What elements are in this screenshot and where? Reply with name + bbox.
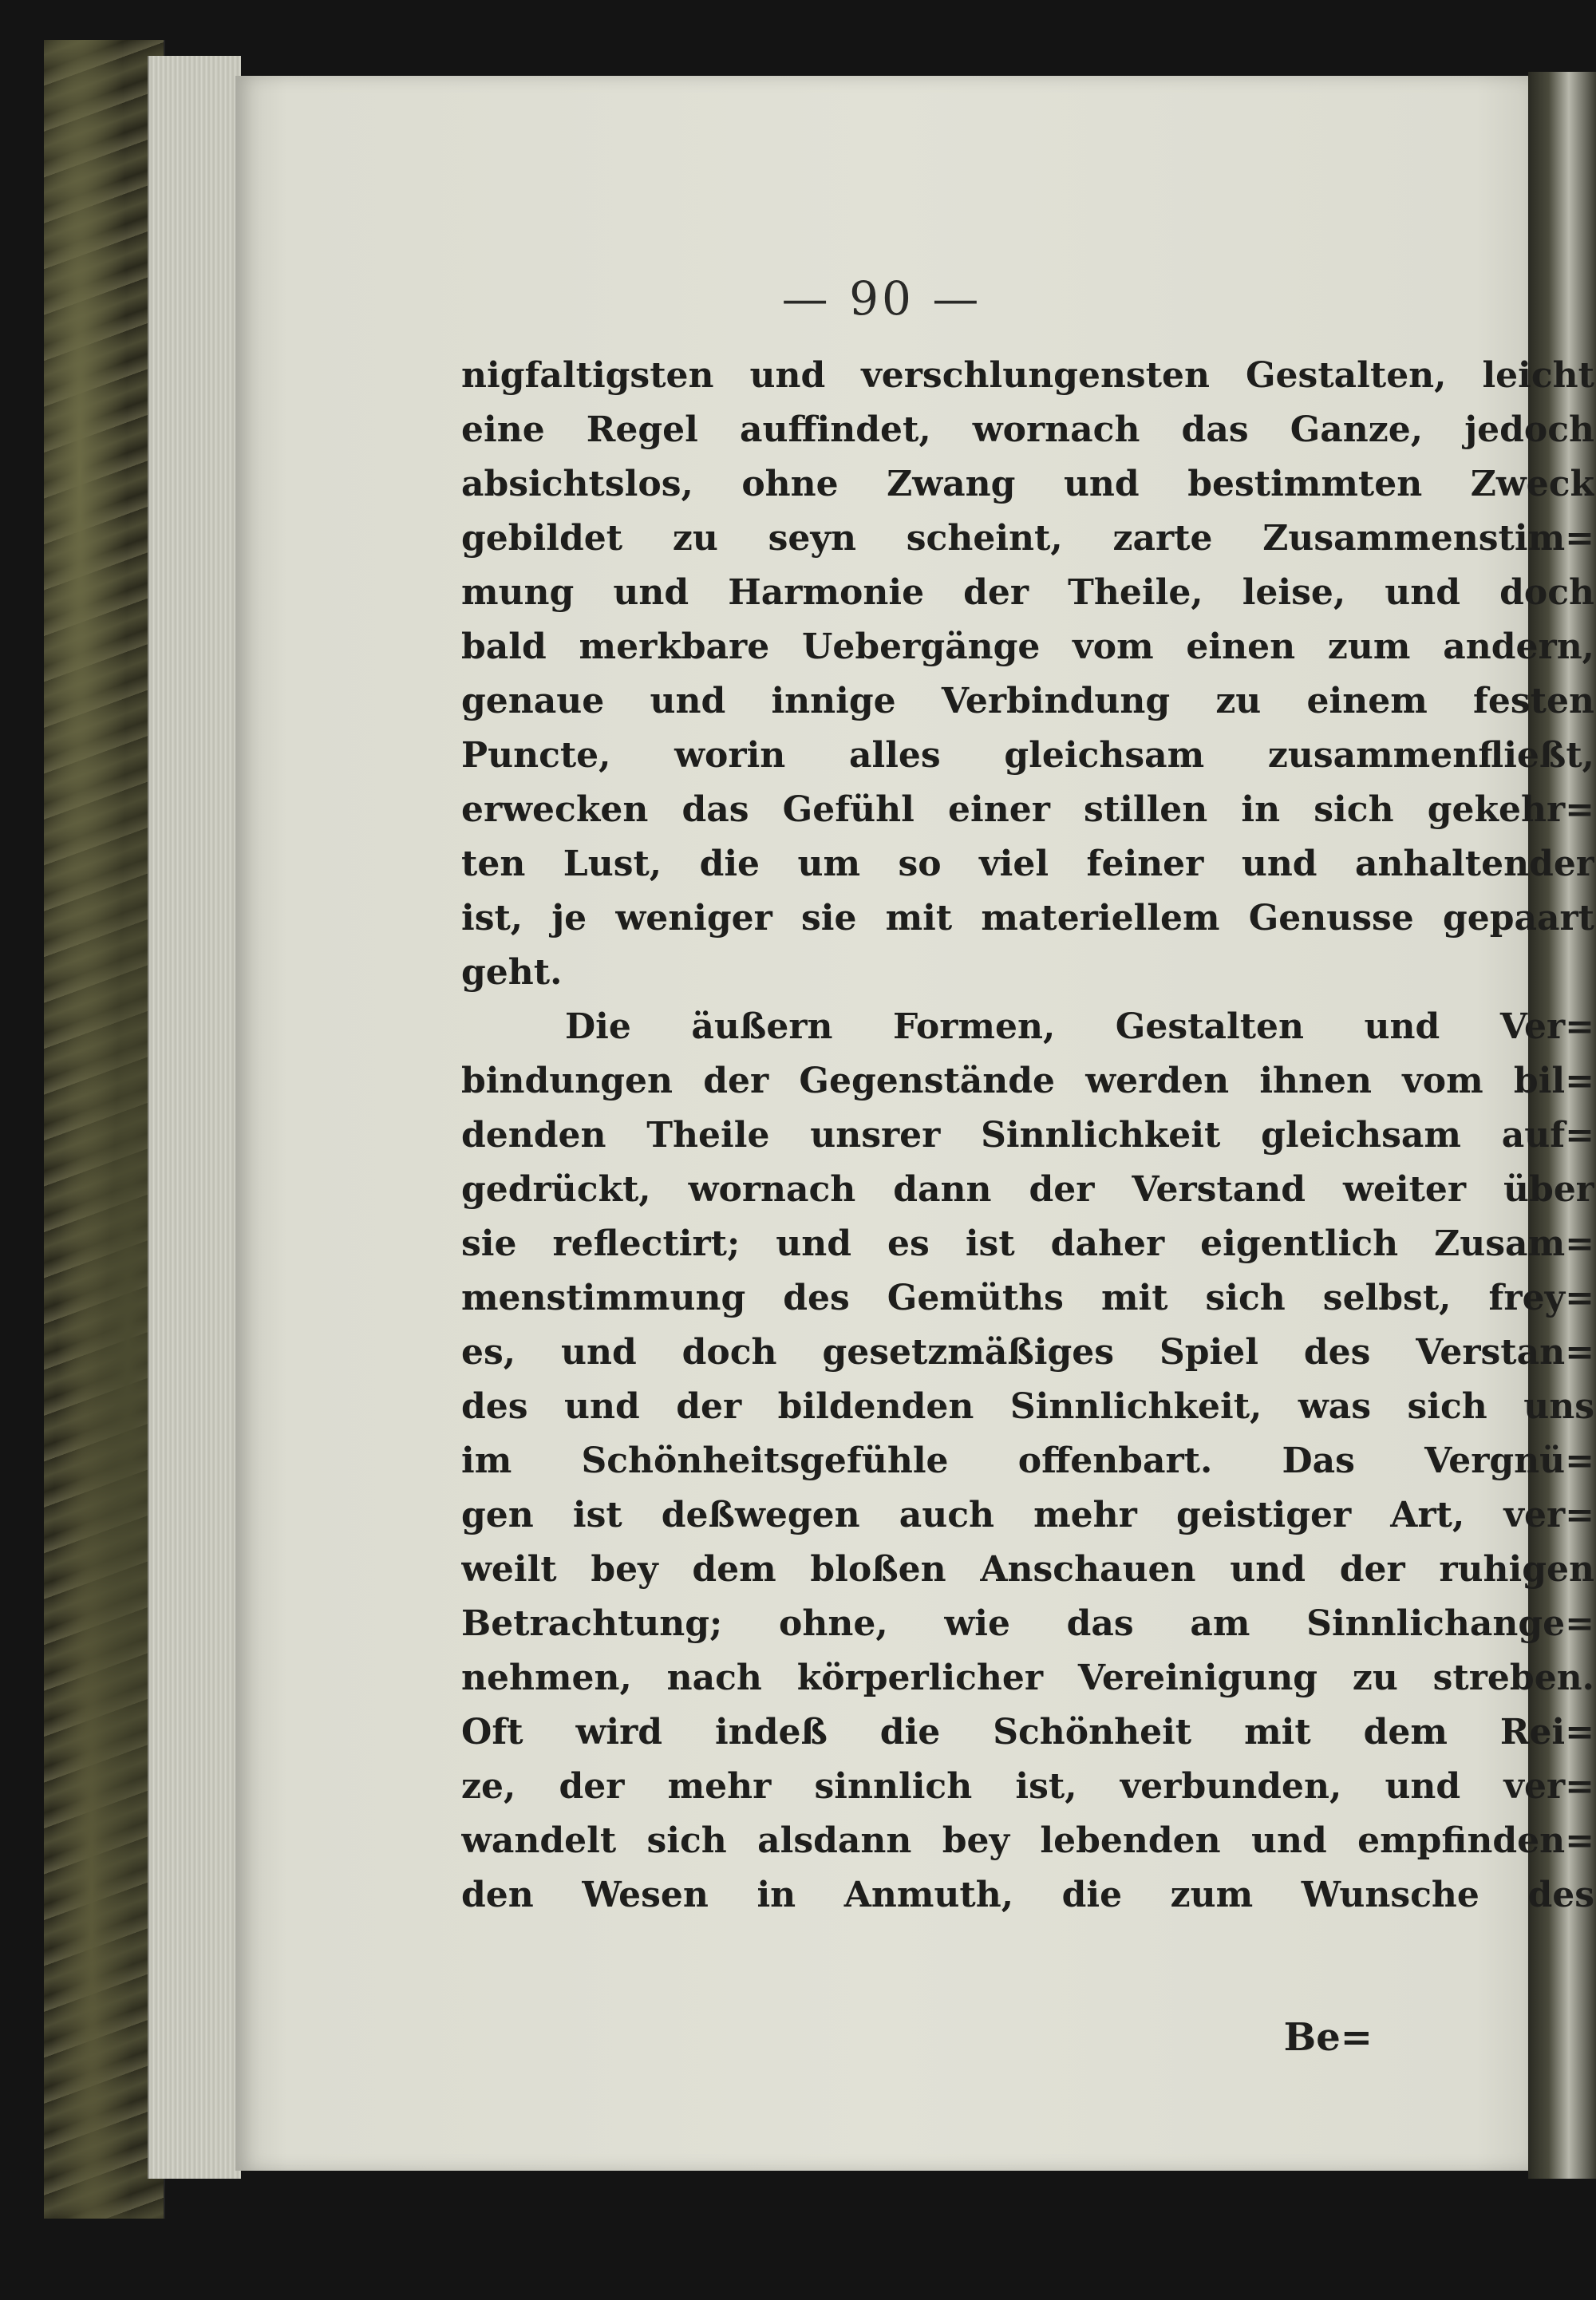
text-line: es, und doch gesetzmäßiges Spiel des Verstan= <box>461 1332 1594 1373</box>
text-line: eine Regel auffindet, wornach das Ganze, jedoch <box>461 409 1594 450</box>
text-line: bald merkbare Uebergänge vom einen zum andern, <box>461 626 1594 667</box>
text-line: ten Lust, die um so viel feiner und anhaltender <box>461 844 1594 884</box>
text-line: denden Theile unsrer Sinnlichkeit gleichsam auf= <box>461 1115 1594 1156</box>
text-line: genaue und innige Verbindung zu einem festen <box>461 681 1594 721</box>
catchword: Be= <box>1283 2015 1373 2060</box>
text-line: wandelt sich alsdann bey lebenden und empfinden= <box>461 1820 1594 1861</box>
text-line: erwecken das Gefühl einer stillen in sich gekehr= <box>461 789 1594 830</box>
paragraph-start-line: Die äußern Formen, Gestalten und Ver= <box>565 1006 1594 1047</box>
text-line: nigfaltigsten und verschlungensten Gestalten, leicht <box>461 355 1594 396</box>
text-line: Oft wird indeß die Schönheit mit dem Rei= <box>461 1712 1594 1753</box>
text-line: Betrachtung; ohne, wie das am Sinnlichange= <box>461 1603 1594 1644</box>
text-line: ze, der mehr sinnlich ist, verbunden, und ver= <box>461 1766 1594 1807</box>
book-page <box>235 76 1594 2171</box>
text-line: ist, je weniger sie mit materiellem Genusse gepaart <box>461 898 1594 939</box>
text-line: den Wesen in Anmuth, die zum Wunsche des <box>461 1875 1594 1915</box>
text-line: sie reflectirt; und es ist daher eigentlich Zusam= <box>461 1223 1594 1264</box>
text-line: Puncte, worin alles gleichsam zusammenfließt, <box>461 735 1594 776</box>
text-line: absichtslos, ohne Zwang und bestimmten Zweck <box>461 464 1594 504</box>
text-line: gen ist deßwegen auch mehr geistiger Art, ver= <box>461 1495 1594 1535</box>
text-line: gebildet zu seyn scheint, zarte Zusammenstim= <box>461 518 1594 559</box>
text-line: des und der bildenden Sinnlichkeit, was sich uns <box>461 1386 1594 1427</box>
text-line: weilt bey dem bloßen Anschauen und der ruhigen <box>461 1549 1594 1590</box>
text-line: bindungen der Gegenstände werden ihnen vom bil= <box>461 1061 1594 1101</box>
body-text <box>461 349 1594 1923</box>
text-line: im Schönheitsgefühle offenbart. Das Vergnü= <box>461 1440 1594 1481</box>
page-number: — 90 — <box>781 271 982 326</box>
text-line: mung und Harmonie der Theile, leise, und doch <box>461 572 1594 613</box>
page-block-edges <box>148 56 241 2179</box>
text-line: menstimmung des Gemüths mit sich selbst, frey= <box>461 1278 1594 1318</box>
text-line: geht. <box>461 952 563 993</box>
text-line: gedrückt, wornach dann der Verstand weiter über <box>461 1169 1594 1210</box>
text-line: nehmen, nach körperlicher Vereinigung zu streben. <box>461 1658 1594 1698</box>
